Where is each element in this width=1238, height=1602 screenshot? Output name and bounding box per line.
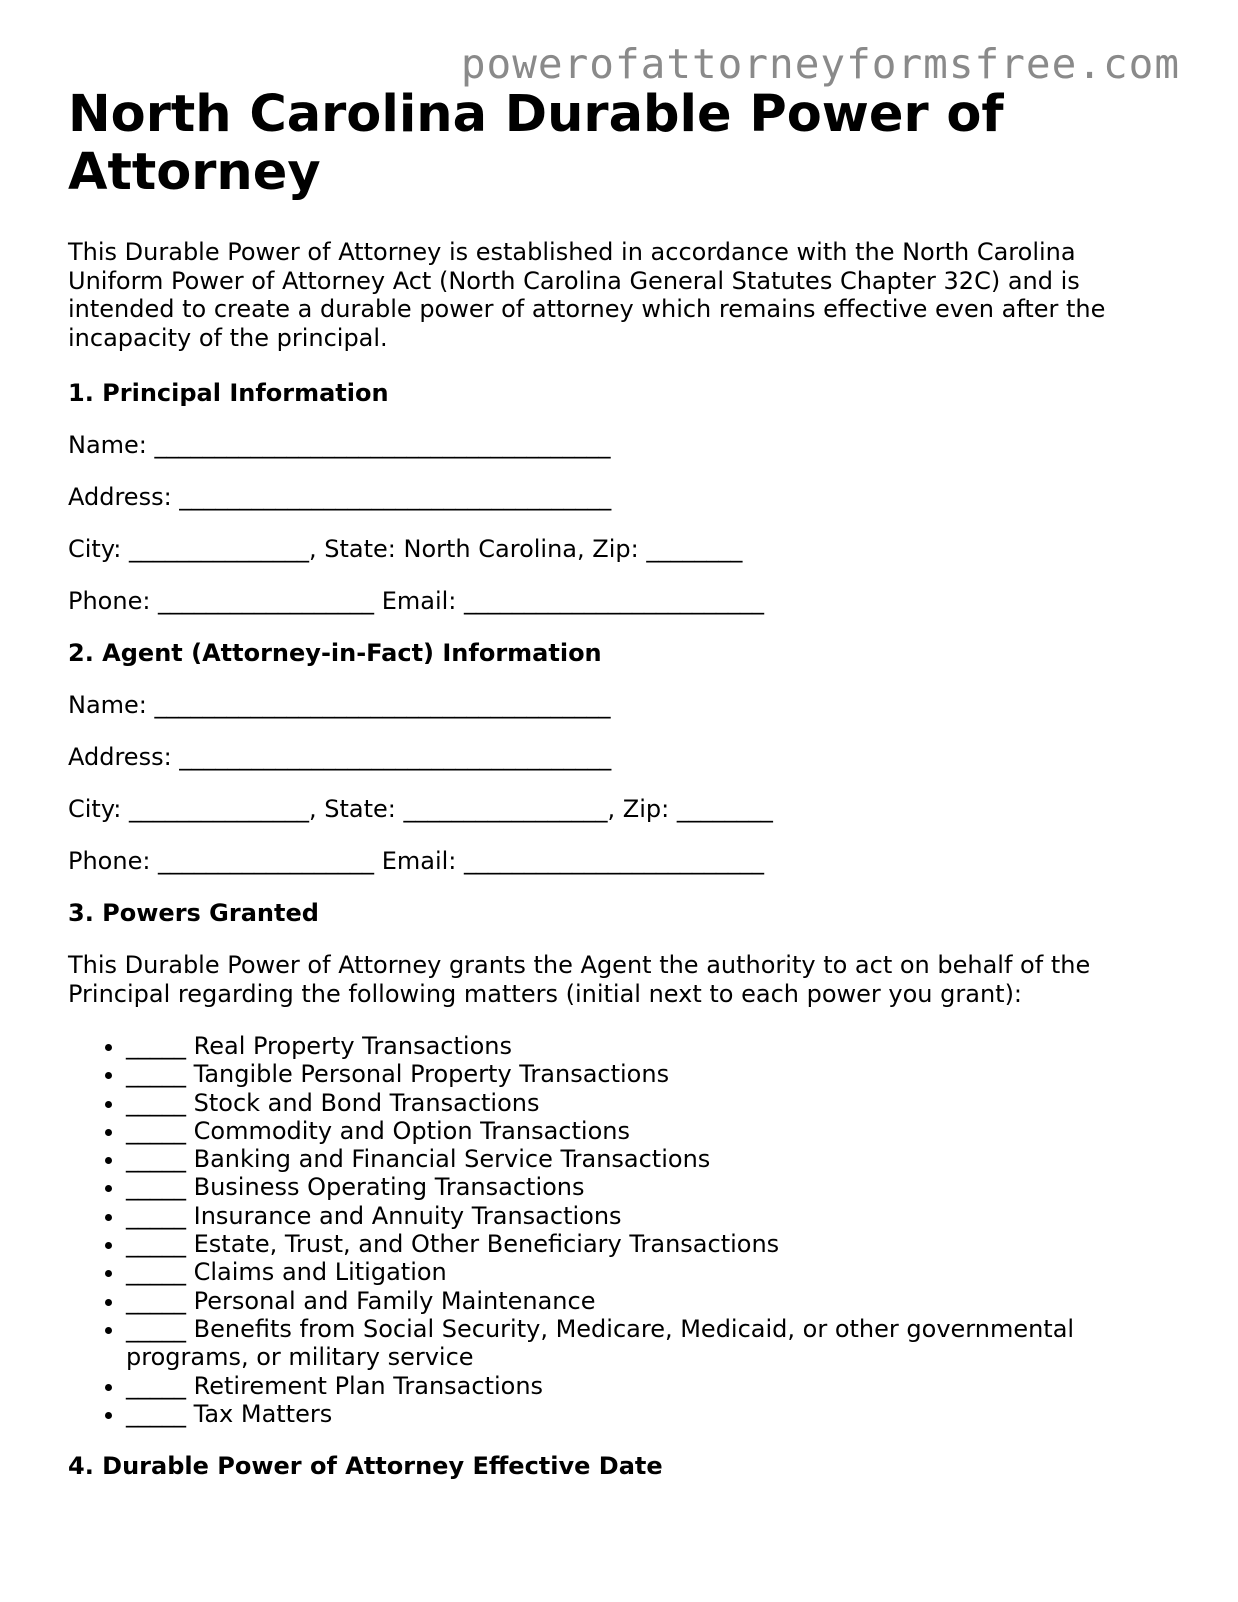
- principal-city-state-zip-field[interactable]: City: _______________, State: North Carolina, Zip: ________: [68, 535, 743, 563]
- power-item-stock-bond[interactable]: • _____ Stock and Bond Transactions: [126, 1089, 1178, 1117]
- power-item-government-benefits[interactable]: • _____ Benefits from Social Security, Medicare, Medicaid, or other governmental programs, or military service: [126, 1315, 1178, 1372]
- power-item-business-operating[interactable]: • _____ Business Operating Transactions: [126, 1173, 1178, 1201]
- principal-phone-email-field[interactable]: Phone: __________________ Email: _________________________: [68, 587, 764, 615]
- watermark: powerofattorneyformsfree.com: [460, 40, 1180, 88]
- intro-paragraph: This Durable Power of Attorney is established in accordance with the North Carolina Uniform Power of Attorney Act (North Carolina General Statutes Chapter 32C) and is intended to create a durable power of attorney which remains effective even after the incapacity of the principal.: [68, 238, 1106, 352]
- power-item-insurance-annuity[interactable]: • _____ Insurance and Annuity Transactions: [126, 1202, 1178, 1230]
- power-item-banking-financial[interactable]: • _____ Banking and Financial Service Transactions: [126, 1145, 1178, 1173]
- powers-heading: 3. Powers Granted: [68, 899, 319, 927]
- effective-date-heading: 4. Durable Power of Attorney Effective Date: [68, 1452, 663, 1481]
- power-item-estate-trust[interactable]: • _____ Estate, Trust, and Other Beneficiary Transactions: [126, 1230, 1178, 1258]
- powers-list: [68, 1032, 1178, 1428]
- agent-name-field[interactable]: Name: ______________________________________: [68, 691, 611, 719]
- agent-city-state-zip-field[interactable]: City: _______________, State: _________________, Zip: ________: [68, 795, 773, 823]
- power-item-commodity-option[interactable]: • _____ Commodity and Option Transactions: [126, 1117, 1178, 1145]
- principal-name-field[interactable]: Name: ______________________________________: [68, 431, 611, 459]
- power-item-real-property[interactable]: • _____ Real Property Transactions: [126, 1032, 1178, 1060]
- page-title: North Carolina Durable Power of Attorney: [68, 85, 1004, 202]
- document-page: [68, 86, 1178, 1480]
- power-item-personal-family[interactable]: • _____ Personal and Family Maintenance: [126, 1287, 1178, 1315]
- power-item-retirement-plan[interactable]: • _____ Retirement Plan Transactions: [126, 1372, 1178, 1400]
- principal-address-field[interactable]: Address: ____________________________________: [68, 483, 612, 511]
- agent-address-field[interactable]: Address: ____________________________________: [68, 743, 612, 771]
- agent-heading: 2. Agent (Attorney-in-Fact) Information: [68, 639, 602, 667]
- principal-heading: 1. Principal Information: [68, 379, 389, 407]
- power-item-claims-litigation[interactable]: • _____ Claims and Litigation: [126, 1258, 1178, 1286]
- power-item-tangible-personal-property[interactable]: • _____ Tangible Personal Property Transactions: [126, 1060, 1178, 1088]
- powers-intro: This Durable Power of Attorney grants the Agent the authority to act on behalf of the Principal regarding the following matters (initial next to each power you grant):: [68, 951, 1091, 1008]
- power-item-tax-matters[interactable]: • _____ Tax Matters: [126, 1400, 1178, 1428]
- agent-phone-email-field[interactable]: Phone: __________________ Email: _________________________: [68, 847, 764, 875]
